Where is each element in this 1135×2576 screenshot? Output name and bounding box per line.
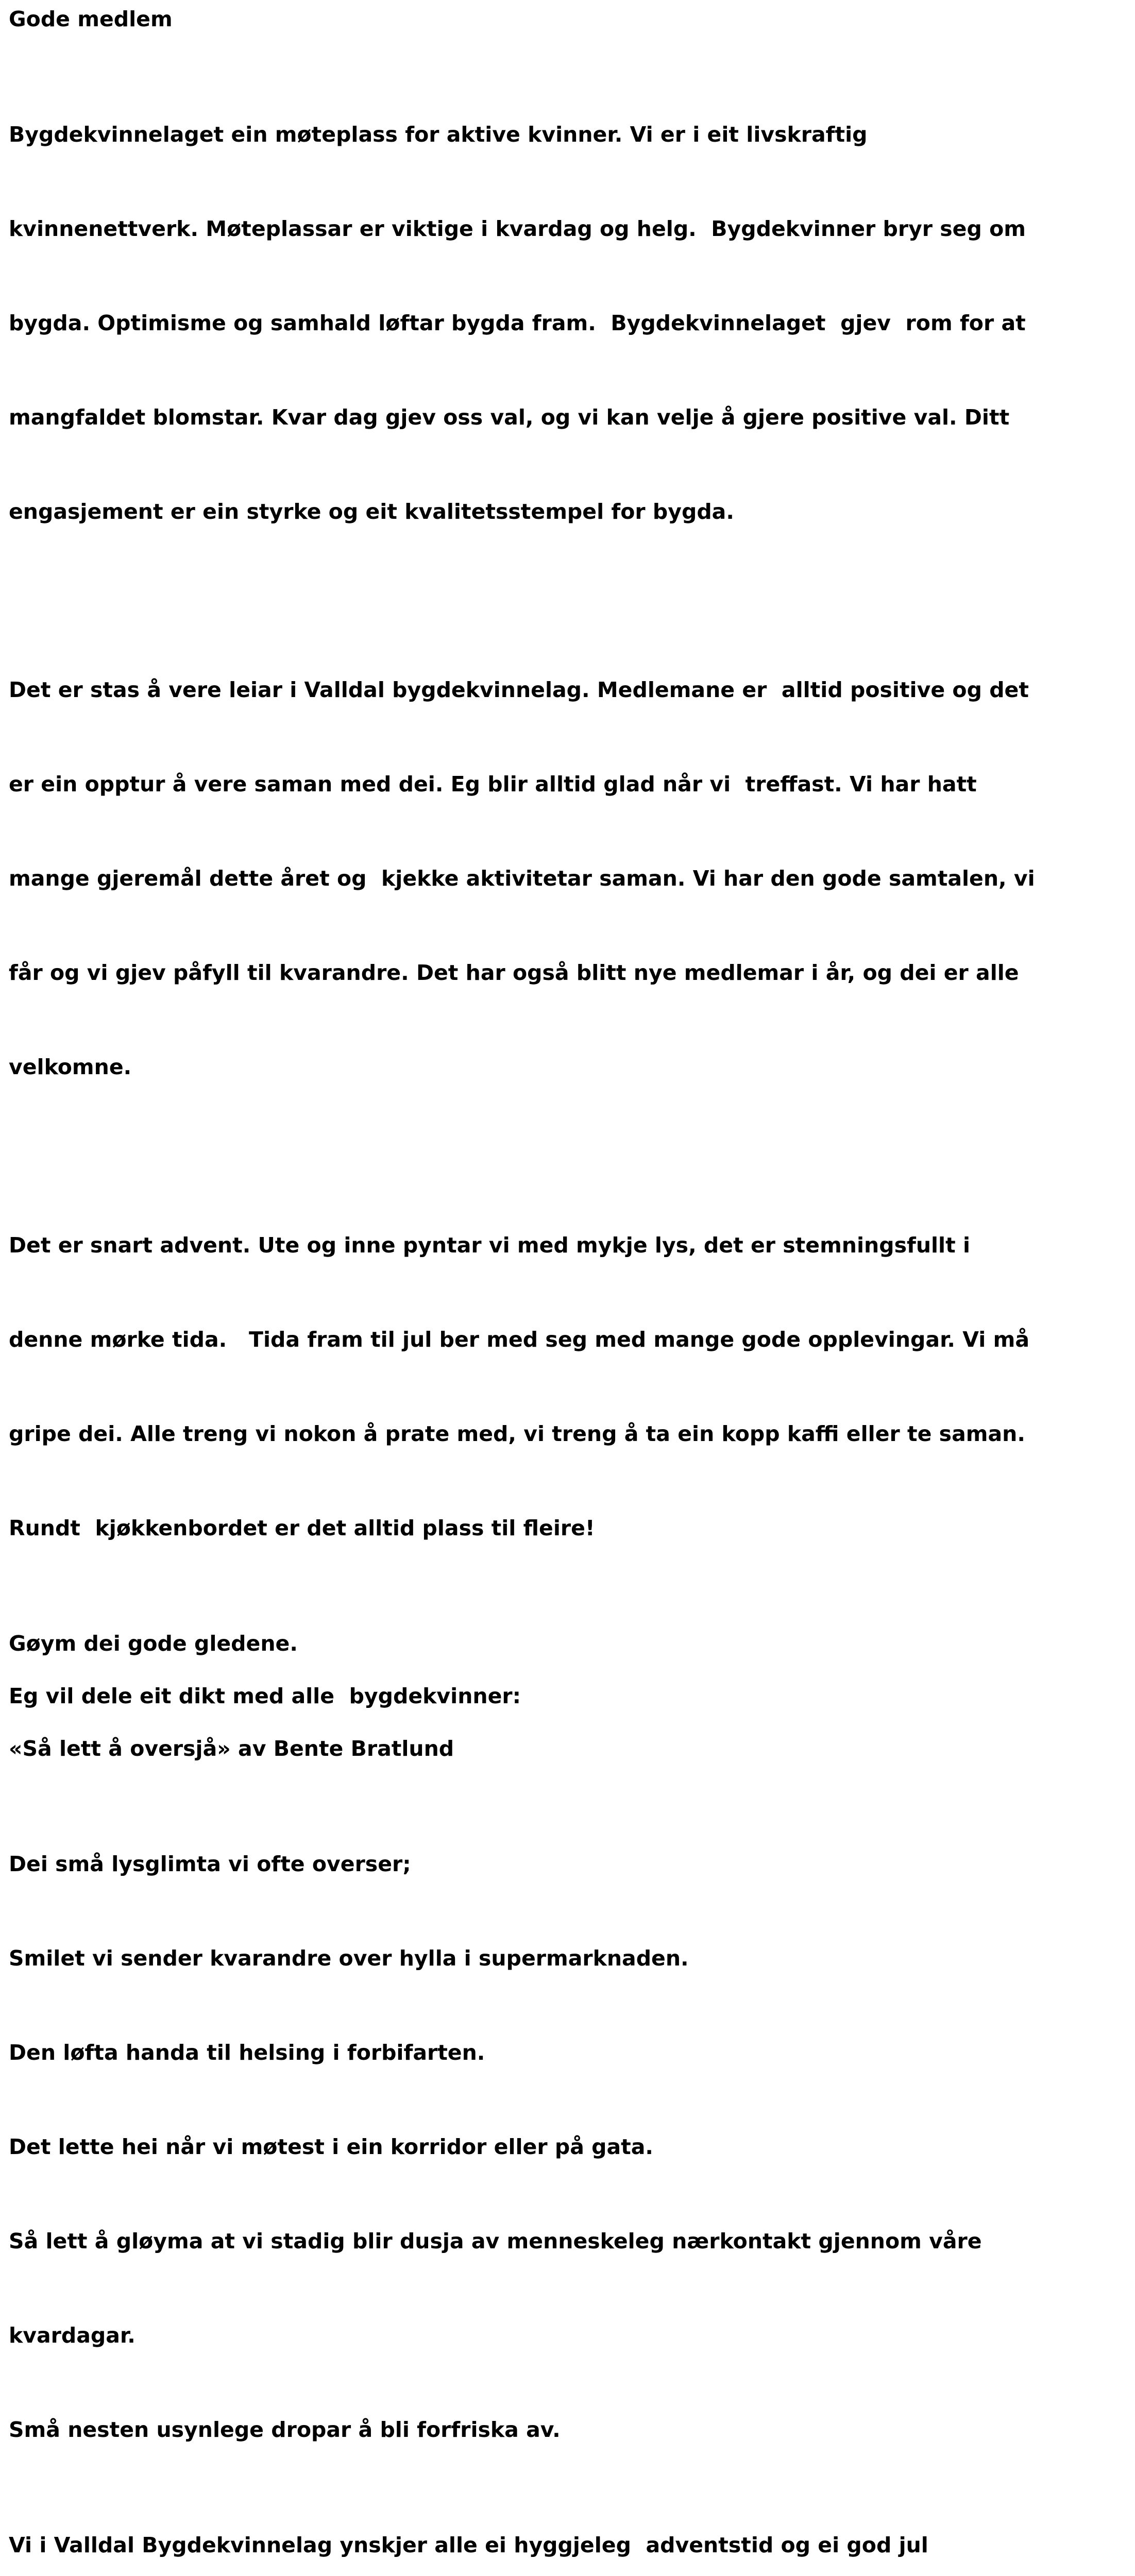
letter-document: [9, 4, 1127, 2576]
paragraph-poem-intro: Eg vil dele eit dikt med alle bygdekvinner:: [9, 1684, 521, 1708]
poem-line: Den løfta handa til helsing i forbifarten.: [9, 2040, 485, 2065]
poem-line: kvardagar.: [9, 2323, 135, 2348]
poem-title: «Så lett å oversjå» av Bente Bratlund: [9, 1736, 454, 1761]
text-line: kvinnenettverk. Møteplassar er viktige i kvardag og helg. Bygdekvinner bryr seg om: [9, 216, 1026, 241]
poem-line: Så lett å gløyma at vi stadig blir dusja av menneskeleg nærkontakt gjennom våre: [9, 2229, 982, 2253]
text-line: gripe dei. Alle treng vi nokon å prate med, vi treng å ta ein kopp kaffi eller te saman.: [9, 1421, 1025, 1446]
text-line: Bygdekvinnelaget ein møteplass for aktive kvinner. Vi er i eit livskraftig: [9, 122, 868, 147]
text-line: Det er stas å vere leiar i Valldal bygdekvinnelag. Medlemane er alltid positive og det: [9, 677, 1029, 702]
paragraph-intro: [9, 56, 1127, 590]
text-line: får og vi gjev påfyll til kvarandre. Det har også blitt nye medlemar i år, og dei er alle: [9, 960, 1019, 985]
poem-line: Smilet vi sender kvarandre over hylla i supermarknaden.: [9, 1946, 689, 1971]
text-line: bygda. Optimisme og samhald løftar bygda fram. Bygdekvinnelaget gjev rom for at: [9, 311, 1026, 335]
text-line: mangfaldet blomstar. Kvar dag gjev oss val, og vi kan velje å gjere positive val. Ditt: [9, 405, 1010, 430]
text-line: Rundt kjøkkenbordet er det alltid plass til fleire!: [9, 1516, 595, 1540]
poem-line: Dei små lysglimta vi ofte overser;: [9, 1852, 411, 1876]
poem-line: Små nesten usynlege dropar å bli forfriska av.: [9, 2417, 561, 2442]
text-line: Det er snart advent. Ute og inne pyntar vi med mykje lys, det er stemningsfullt i: [9, 1233, 971, 1258]
paragraph-leader: [9, 612, 1127, 1146]
poem-line: Det lette hei når vi møtest i ein korridor eller på gata.: [9, 2134, 654, 2159]
text-line: denne mørke tida. Tida fram til jul ber med seg med mange gode opplevingar. Vi må: [9, 1327, 1030, 1352]
poem-body: [9, 1786, 1127, 2509]
text-line: mange gjeremål dette året og kjekke aktivitetar saman. Vi har den gode samtalen, vi: [9, 866, 1035, 891]
greeting: Gode medlem: [9, 7, 173, 31]
text-line: velkomne.: [9, 1055, 132, 1079]
paragraph-joys: Gøym dei gode gledene.: [9, 1631, 298, 1656]
paragraph-advent: [9, 1167, 1127, 1607]
text-line: engasjement er ein styrke og eit kvalitetsstempel for bygda.: [9, 499, 734, 524]
text-line: er ein opptur å vere saman med dei. Eg blir alltid glad når vi treffast. Vi har hatt: [9, 772, 977, 796]
holiday-wishes: Vi i Valldal Bygdekvinnelag ynskjer alle ei hyggjeleg adventstid og ei god jul: [9, 2533, 928, 2557]
